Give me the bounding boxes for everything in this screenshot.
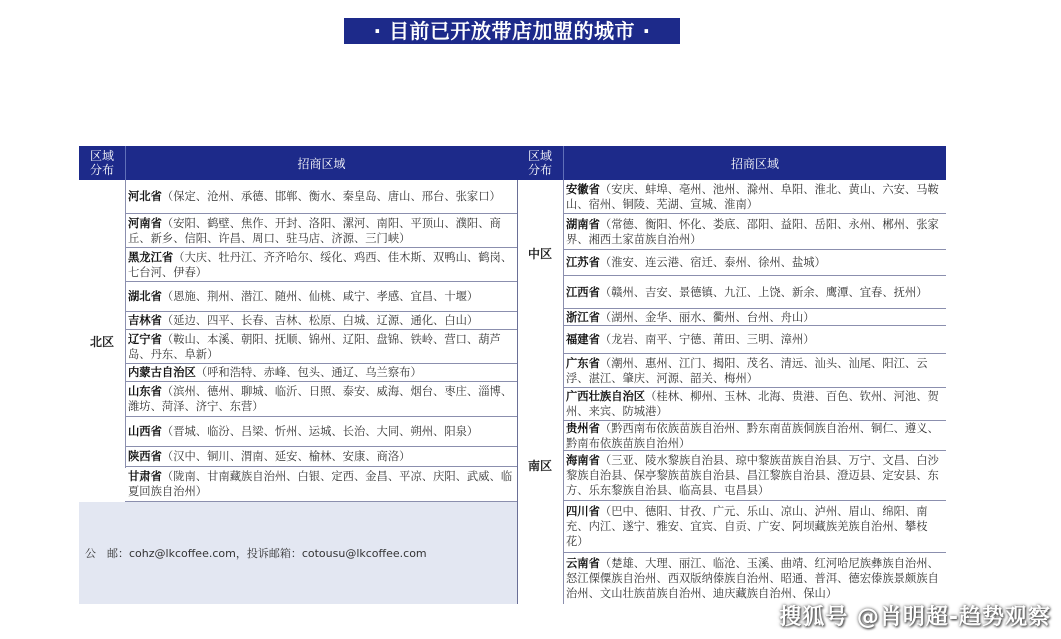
table-row: 四川省（巴中、德阳、甘孜、广元、乐山、凉山、泸州、眉山、绵阳、南充、内江、遂宁、雅安、宜宾、自贡、广安、阿坝藏族羌族自治州、攀枝花）: [563, 501, 946, 553]
table-row: 江西省（赣州、吉安、景德镇、九江、上饶、新余、鹰潭、宜春、抚州）: [563, 276, 946, 309]
table-row: 贵州省（黔西南布依族苗族自治州、黔东南苗族侗族自治州、铜仁、遵义、黔南布依族苗族自治州）: [563, 421, 946, 451]
table-row: 吉林省（延边、四平、长春、吉林、松原、白城、辽源、通化、白山）: [125, 312, 517, 330]
table-row: 广东省（潮州、惠州、江门、揭阳、茂名、清远、汕头、汕尾、阳江、云浮、湛江、肇庆、河源、韶关、梅州）: [563, 354, 946, 388]
table-row: 辽宁省（鞍山、本溪、朝阳、抚顺、锦州、辽阳、盘锦、铁岭、营口、葫芦岛、丹东、阜新）: [125, 330, 517, 364]
table-row: 山东省（滨州、德州、聊城、临沂、日照、泰安、威海、烟台、枣庄、淄博、潍坊、菏泽、济宁、东营）: [125, 382, 517, 417]
region-south: 南区: [517, 326, 563, 604]
table-row: 浙江省（湖州、金华、丽水、衢州、台州、舟山）: [563, 309, 946, 326]
contact-email-info: 公 邮：cohz@lkcoffee.com，投诉邮箱：cotousu@lkcoffee.com: [79, 502, 517, 604]
table-row: 云南省（楚雄、大理、丽江、临沧、玉溪、曲靖、红河哈尼族彝族自治州、怒江傈僳族自治州、西双版纳傣族自治州、昭通、普洱、德宏傣族景颇族自治州、文山壮族苗族自治州、迪庆藏族自治州、保山）: [566, 557, 939, 600]
table-row: 甘肃省（陇南、甘南藏族自治州、白银、定西、金昌、平凉、庆阳、武威、临夏回族自治州）: [125, 467, 517, 502]
franchise-city-table: [79, 146, 946, 604]
left-column: [79, 180, 517, 604]
table-row: 河南省（安阳、鹤壁、焦作、开封、洛阳、漯河、南阳、平顶山、濮阳、商丘、新乡、信阳、许昌、周口、驻马店、济源、三门峡）: [125, 214, 517, 248]
column-divider: [517, 180, 518, 604]
region-north: 北区: [79, 180, 125, 502]
right-rows: [563, 180, 946, 604]
table-row: 山西省（晋城、临汾、吕梁、忻州、运城、长治、大同、朔州、阳泉）: [125, 417, 517, 447]
table-row: 福建省（龙岩、南平、宁德、莆田、三明、漳州）: [563, 326, 946, 354]
right-table-header: [517, 146, 946, 180]
table-row: 安徽省（安庆、蚌埠、亳州、池州、滁州、阜阳、淮北、黄山、六安、马鞍山、宿州、铜陵、芜湖、宣城、淮南）: [563, 180, 946, 214]
watermark-text: 搜狐号 @肖明超-趋势观察: [779, 605, 1051, 630]
header-region: 区域 分布: [527, 149, 552, 177]
left-rows: [125, 180, 517, 502]
right-column: [517, 180, 946, 604]
column-divider: [125, 180, 126, 468]
table-row: 陕西省（汉中、铜川、渭南、延安、榆林、安康、商洛）: [125, 447, 517, 467]
table-row: 内蒙古自治区（呼和浩特、赤峰、包头、通辽、乌兰察布）: [125, 364, 517, 382]
header-area: 招商区域: [563, 146, 946, 180]
table-row: 湖南省（常德、衡阳、怀化、娄底、邵阳、益阳、岳阳、永州、郴州、张家界、湘西土家苗族自治州）: [563, 214, 946, 250]
column-divider: [563, 180, 564, 604]
table-row: 广西壮族自治区（桂林、柳州、玉林、北海、贵港、百色、钦州、河池、贺州、来宾、防城港）: [563, 388, 946, 421]
table-row: 河北省（保定、沧州、承德、邯郸、衡水、秦皇岛、唐山、邢台、张家口）: [125, 180, 517, 214]
header-region: 区域 分布: [89, 149, 114, 177]
table-row: 湖北省（恩施、荆州、潜江、随州、仙桃、咸宁、孝感、宜昌、十堰）: [125, 282, 517, 312]
header-area: 招商区域: [125, 146, 517, 180]
table-row: 黑龙江省（大庆、牡丹江、齐齐哈尔、绥化、鸡西、佳木斯、双鸭山、鹤岗、七台河、伊春）: [125, 248, 517, 282]
region-central: 中区: [517, 180, 563, 326]
table-row: 江苏省（淮安、连云港、宿迁、泰州、徐州、盐城）: [563, 250, 946, 276]
left-table-header: [79, 146, 517, 180]
page-title-banner: · 目前已开放带店加盟的城市 ·: [344, 18, 680, 44]
table-row: 海南省（三亚、陵水黎族自治县、琼中黎族苗族自治县、万宁、文昌、白沙黎族自治县、保亭黎族苗族自治县、昌江黎族自治县、澄迈县、定安县、东方、乐东黎族自治县、临高县、屯昌县）: [563, 451, 946, 501]
